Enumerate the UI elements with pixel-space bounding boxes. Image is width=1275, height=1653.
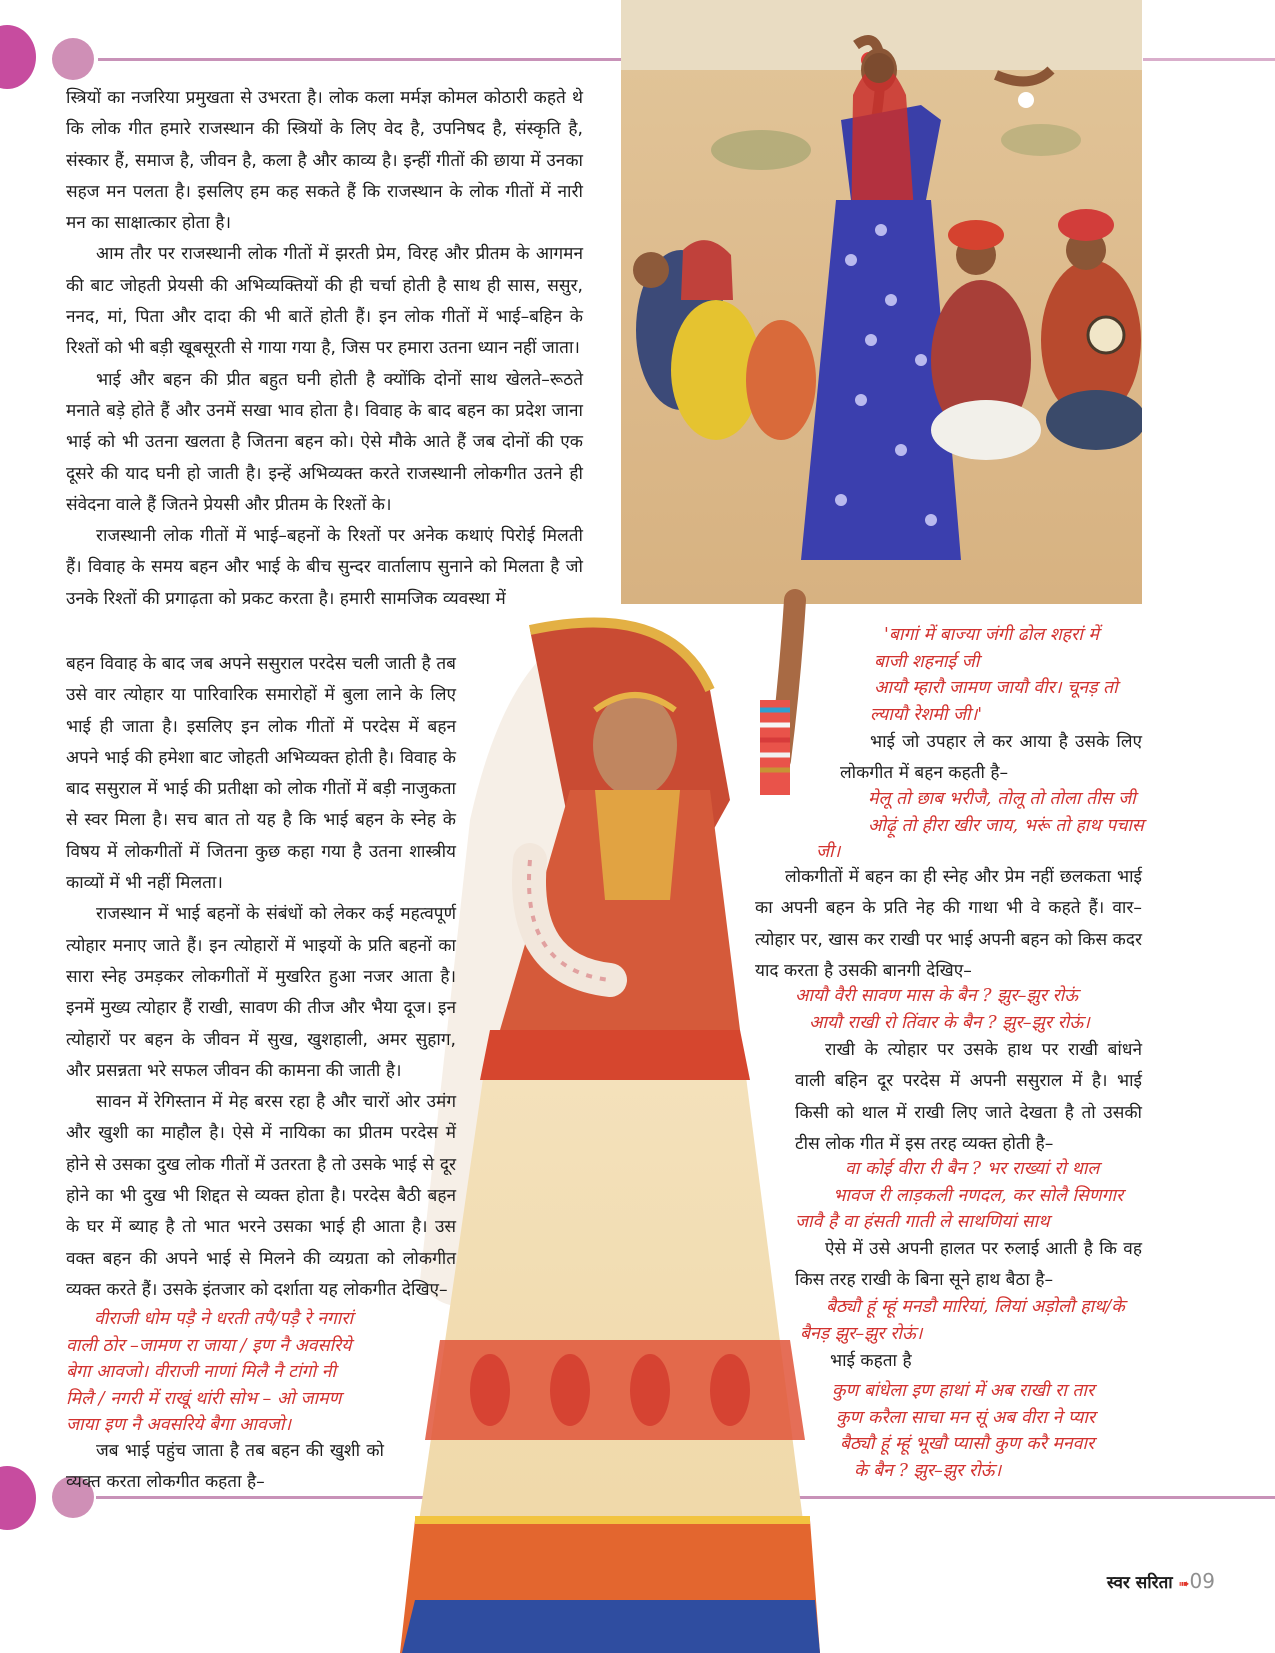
corner-dot-top-left — [0, 25, 36, 89]
arrow-icon: ➠ — [1178, 1577, 1190, 1592]
page-number: 09 — [1189, 1569, 1215, 1593]
magazine-name: स्वर सरिता — [1106, 1573, 1173, 1593]
right-column-a — [840, 727, 1142, 790]
verse-5: वा कोई वीरा री बैन ? भर राख्यां रो थाल भावज री लाड़कली नणदल, कर सोलै सिणगार जावै है वा हंसती गाती ले साथणियां साथ — [795, 1159, 1124, 1232]
right-column-b — [755, 862, 1142, 987]
paragraph-2: आम तौर पर राजस्थानी लोक गीतों में झरती प्रेम, विरह और प्रीतम के आगमन की बाट जोहती प्रेयसी की अभिव्यक्तियों की ही चर्चा होती है साथ ही सास, ससुर, ननद, मां, पिता और दादा की भी बातें होती हैं। इन लोक गीतों में भाई–बहिन के रिश्तों को भी बड़ी खूबसूरती से गाया गया है, जिस पर हमारा उतना ध्यान नहीं जाता। — [66, 244, 583, 359]
paragraph-8: भाई जो उपहार ले कर आया है उसके लिए लोकगीत में बहन कहती है– — [840, 732, 1142, 784]
paragraph-10: राखी के त्योहार पर उसके हाथ पर राखी बांधने वाली बहिन दूर परदेस में अपनी ससुराल में है। भाई किसी को थाल में राखी लिए जाते देखता है तो उसकी टीस लोक गीत में इस तरह व्यक्त होती है– — [795, 1040, 1142, 1154]
desert-dance-photo — [621, 0, 1142, 604]
paragraph-12: भाई कहता है — [830, 1351, 912, 1371]
header-rule-right — [1143, 58, 1275, 61]
verse-7: कुण बांधेला इण हाथां में अब राखी रा तार कुण करैला साचा मन सूं अब वीरा ने प्यार बैठ्यौ हूं म्हूं भूखौ प्यासौ कुण करै मनवार के बैन ? झुर–झुर रोऊं। — [832, 1381, 1096, 1481]
left-column-end — [66, 1436, 384, 1499]
right-column-d — [795, 1234, 1142, 1297]
left-column-lower — [66, 649, 456, 1306]
corner-dot-bottom-left — [0, 1466, 36, 1530]
paragraph-4a: राजस्थानी लोक गीतों में भाई–बहनों के रिश्तों पर अनेक कथाएं पिरोई मिलती हैं। विवाह के समय बहन और भाई के बीच सुन्दर वार्तालाप सुनाने को मिलता है जो उनके रिश्तों की प्रगाढ़ता को प्रकट करता है। हमारी सामजिक व्यवस्था में — [66, 526, 583, 609]
paragraph-11: ऐसे में उसे अपनी हालत पर रुलाई आती है कि वह किस तरह राखी के बिना सूने हाथ बैठा है– — [795, 1239, 1142, 1291]
right-column-e — [800, 1346, 1142, 1377]
verse-1: वीराजी धोम पड़ै ने धरती तपै/पड़ै रे नगारां वाली ठोर –जामण रा जाया / इण नै अवसरिये बेगा आवजो। वीराजी नाणां मिलै नै टांगो नी मिलै / नगरी में राखूं थांरी सोभ – ओ जामण जाया इण नै अवसरिये बैगा आवजो। — [66, 1309, 354, 1435]
paragraph-5: राजस्थान में भाई बहनों के संबंधों को लेकर कई महत्वपूर्ण त्योहार मनाए जाते हैं। इन त्योहारों में भाइयों के प्रति बहनों का सारा स्नेह उमड़कर लोकगीतों में मुखरित हुआ नजर आता है। इनमें मुख्य त्योहार हैं राखी, सावण की तीज और भैया दूज। इन त्योहारों पर बहन के जीवन में सुख, खुशहाली, अमर सुहाग, और प्रसन्नता भरे सफल जीवन की कामना की जाती है। — [66, 904, 456, 1081]
verse-4: आयौ वैरी सावण मास के बैन ? झुर–झुर रोऊं आयौ राखी रो तिंवार के बैन ? झुर–झुर रोऊं। — [795, 986, 1090, 1033]
header-rule — [98, 58, 623, 61]
paragraph-6: सावन में रेगिस्तान में मेह बरस रहा है और चारों ओर उमंग और खुशी का माहौल है। ऐसे में नायिका का प्रीतम परदेस में होने से उसका दुख लोक गीतों में उतरता है तो उसके भाई से दूर होने का भी दुख भी शिद्दत से व्यक्त होता है। परदेस बैठी बहन के घर में ब्याह है तो भात भरने उसका भाई ही आता है। उस वक्त बहन की अपने भाई से मिलने की व्यग्रता को लोकगीत व्यक्त करते हैं। उसके इंतजार को दर्शाता यह लोकगीत देखिए– — [66, 1092, 456, 1300]
paragraph-4b: बहन विवाह के बाद जब अपने ससुराल परदेस चली जाती है तब उसे वार त्योहार या पारिवारिक समारोहों में बुला लाने के लिए भाई ही जाता है। इसलिए इन लोक गीतों में परदेस में बहन अपने भाई की हमेशा बाट जोहती अभिव्यक्त होती है। विवाह के बाद ससुराल में भाई की प्रतीक्षा को लोक गीतों में बड़ी नाजुकता से स्वर मिला है। सच बात तो यह है कि भाई बहन के स्नेह के विषय में लोकगीतों में जितना कुछ कहा गया है उतना शास्त्रीय काव्यों में भी नहीं मिलता। — [66, 654, 456, 894]
right-column-c — [795, 1035, 1142, 1160]
paragraph-7: जब भाई पहुंच जाता है तब बहन की खुशी को व्यक्त करता लोकगीत कहता है– — [66, 1441, 384, 1493]
left-column — [66, 83, 583, 615]
page-footer — [1107, 1569, 1215, 1593]
paragraph-3: भाई और बहन की प्रीत बहुत घनी होती है क्योंकि दोनों साथ खेलते–रूठते मनाते बड़े होते हैं और उनमें सखा भाव होता है। विवाह के बाद बहन का प्रदेश जाना भाई को भी उतना खलता है जितना बहन को। ऐसे मौके आते हैं जब दोनों की एक दूसरे की याद घनी हो जाती है। इन्हें अभिव्यक्त करते राजस्थानी लोकगीत उतने ही संवेदना वाले हैं जितने प्रेयसी और प्रीतम के रिश्तों के। — [66, 369, 583, 515]
header-dot — [52, 38, 94, 80]
paragraph-1: स्त्रियों का नजरिया प्रमुखता से उभरता है। लोक कला मर्मज्ञ कोमल कोठारी कहते थे कि लोक गीत हमारे राजस्थान की स्त्रियों के लिए वेद है, उपनिषद है, संस्कृति है, संस्कार हैं, समाज है, जीवन है, कला है और काव्य है। इन्हीं गीतों की छाया में उनका सहज मन पलता है। इसलिए हम कह सकते हैं कि राजस्थान के लोक गीतों में नारी मन का साक्षात्कार होता है। — [66, 88, 583, 234]
verse-2: 'बागां में बाज्या जंगी ढोल शहरां में बाजी शहनाई जी आयौ म्हारौ जामण जायौ वीर। चूनड़ तो ल्यायौ रेशमी जी।' — [870, 625, 1118, 725]
verse-3: मेलू तो छाब भरीजै, तोलू तो तोला तीस जी ओढ़ूं तो हीरा खीर जाय, भरूं तो हाथ पचास जी। — [816, 789, 1144, 862]
paragraph-9: लोकगीतों में बहन का ही स्नेह और प्रेम नहीं छलकता भाई का अपनी बहन के प्रति नेह की गाथा भी वे कहते हैं। वार–त्योहार पर, खास कर राखी पर भाई अपनी बहन को किस कदर याद करता है उसकी बानगी देखिए– — [755, 867, 1142, 981]
verse-6: बैठ्यौ हूं म्हूं मनडौ मारियां, लियां अड़ोलौ हाथ/के बैनड़ झुर–झुर रोऊं। — [800, 1297, 1125, 1344]
